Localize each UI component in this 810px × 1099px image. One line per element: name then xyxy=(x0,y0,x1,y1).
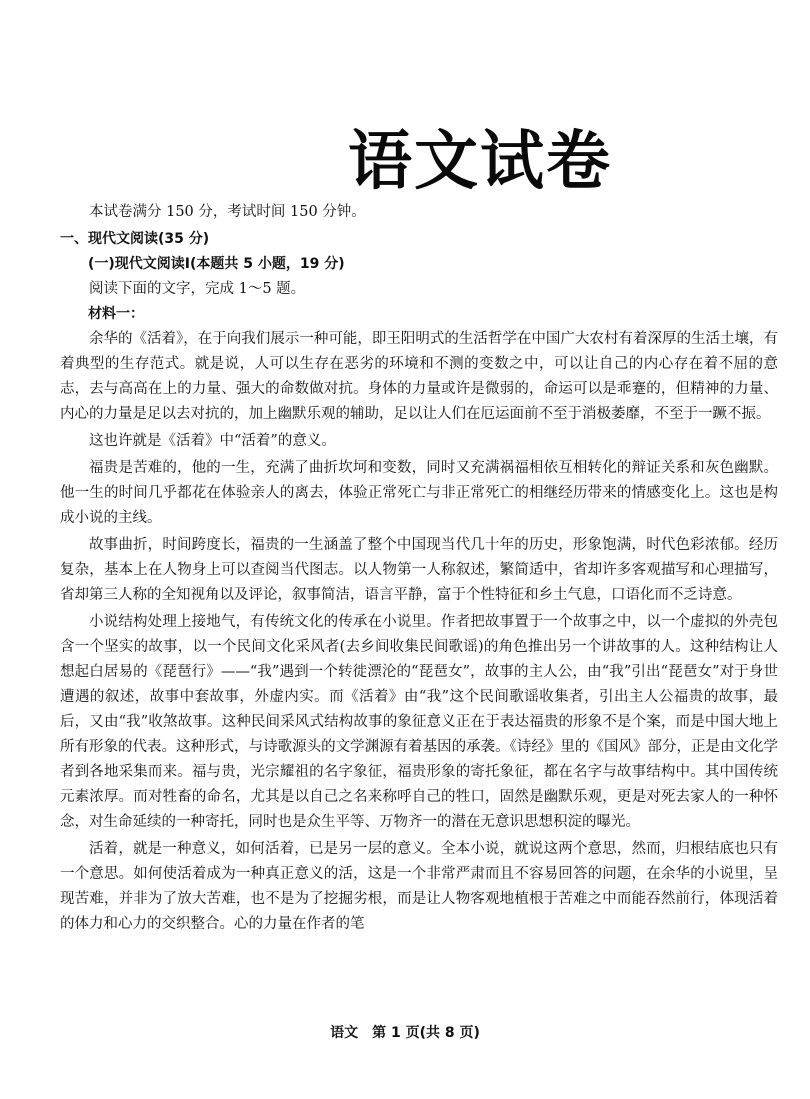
exam-content xyxy=(60,200,778,937)
passage-paragraph: 福贵是苦难的，他的一生，充满了曲折坎坷和变数，同时又充满祸福相依互相转化的辩证关系和灰色幽默。他一生的时间几乎都花在体验亲人的离去，体验正常死亡与非正常死亡的相继经历带来的情感变化上。这也是构成小说的主线。 xyxy=(60,460,778,526)
passage-paragraph: 活着，就是一种意义，如何活着，已是另一层的意义。全本小说，就说这两个意思，然而，归根结底也只有一个意思。如何使活着成为一种真正意义的活，这是一个非常严肃而且不容易回答的问题，在余华的小说里，呈现苦难，并非为了放大苦难，也不是为了挖掘劣根，而是让人物客观地植根于苦难之中而能吞然前行，体现活着的体力和心力的交织整合。心的力量在作者的笔 xyxy=(60,841,778,932)
passage-paragraph: 故事曲折，时间跨度长，福贵的一生涵盖了整个中国现当代几十年的历史，形象饱满，时代色彩浓郁。经历复杂，基本上在人物身上可以查阅当代图志。以人物第一人称叙述，繁简适中，省却许多客观描写和心理描写，省却第三人称的全知视角以及评论，叙事简洁，语言平静，富于个性特征和乡土气息，口语化而不乏诗意。 xyxy=(60,537,778,603)
reading-instruction: 阅读下面的文字，完成 1～5 题。 xyxy=(89,281,306,297)
page-footer: 语文 第 1 页(共 8 页) xyxy=(330,1025,480,1041)
subsection-heading: (一)现代文阅读Ⅰ(本题共 5 小题，19 分) xyxy=(88,256,345,272)
page-title: 语文试卷 xyxy=(348,125,612,199)
material-label: 材料一： xyxy=(88,306,144,322)
exam-note: 本试卷满分 150 分，考试时间 150 分钟。 xyxy=(89,204,366,220)
section-heading: 一、现代文阅读(35 分) xyxy=(60,231,210,247)
passage-paragraph: 这也许就是《活着》中“活着”的意义。 xyxy=(89,433,336,449)
passage-paragraph: 小说结构处理上接地气，有传统文化的传承在小说里。作者把故事置于一个故事之中，以一个虚拟的外壳包含一个坚实的故事，以一个民间文化采风者(去乡间收集民间歌谣)的角色推出另一个讲故事的人。这种结构让人想起白居易的《琵琶行》——“我”遇到一个转徙漂沦的“琵琶女”，故事的主人公，由“我”引出“琵琶女”对于身世遭遇的叙述，故事中套故事，外虚内实。而《活着》由“我”这个民间歌谣收集者，引出主人公福贵的故事，最后，又由“我”收煞故事。这种民间采风式结构故事的象征意义正在于表达福贵的形象不是个案，而是中国大地上所有形象的代表。这种形式，与诗歌源头的文学渊源有着基因的承袭。《诗经》里的《国风》部分，正是由文化学者到各地采集而来。福与贵，光宗耀祖的名字象征，福贵形象的寄托象征，都在名字与故事结构中。其中国传统元素浓厚。而对牲畜的命名，尤其是以自己之名来称呼自己的牲口，固然是幽默乐观，更是对死去家人的一种怀念，对生命延续的一种寄托，同时也是众生平等、万物齐一的潜在无意识思想积淀的曝光。 xyxy=(60,614,778,830)
passage-paragraph: 余华的《活着》，在于向我们展示一种可能，即王阳明式的生活哲学在中国广大农村有着深厚的生活土壤，有着典型的生存范式。就是说，人可以生存在恶劣的环境和不测的变数之中，可以让自己的内心存在着不屈的意志，去与高高在上的力量、强大的命数做对抗。身体的力量或许是微弱的，命运可以是乖蹇的，但精神的力量、内心的力量是足以去对抗的，加上幽默乐观的辅助，足以让人们在厄运面前不至于消极萎靡，不至于一蹶不振。 xyxy=(60,331,778,422)
